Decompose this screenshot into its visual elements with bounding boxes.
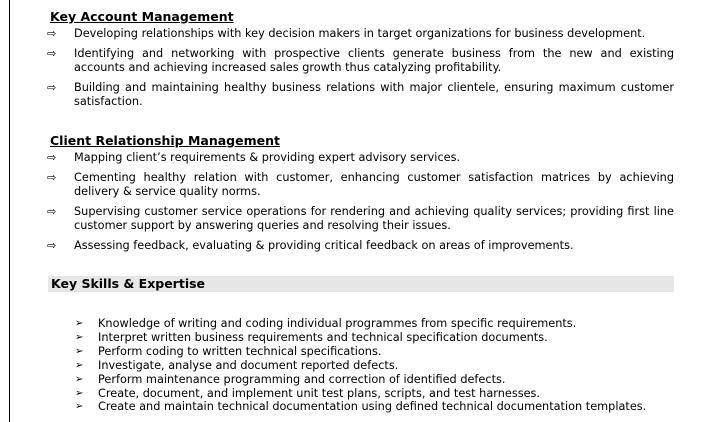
- client-relationship-list: [47, 151, 674, 253]
- open-arrow-icon: ⇨: [47, 46, 57, 60]
- list-item: [75, 331, 695, 345]
- list-item-text: Create, document, and implement unit test plans, scripts, and test harnesses.: [98, 386, 541, 400]
- list-item-text: Perform maintenance programming and correction of identified defects.: [98, 372, 506, 386]
- list-item: [75, 400, 695, 414]
- list-item-text: Supervising customer service operations for rendering and achieving quality services; providing first line customer support by answering queries and resolving their issues.: [74, 204, 674, 232]
- arrowhead-icon: ➢: [75, 359, 84, 371]
- arrowhead-icon: ➢: [75, 318, 84, 329]
- list-item-text: Create and maintain technical documentation using defined technical documentation templates.: [98, 400, 647, 414]
- client-relationship-section: [47, 133, 674, 258]
- list-item-text: Mapping client’s requirements & providing expert advisory services.: [74, 151, 461, 164]
- list-item: [47, 151, 674, 166]
- key-account-title: Key Account Management: [50, 9, 234, 24]
- list-item-text: Interpret written business requirements and technical specification documents.: [98, 330, 548, 344]
- key-skills-heading-bar: [48, 276, 674, 292]
- key-account-section: [47, 9, 674, 115]
- list-item-text: Knowledge of writing and coding individual programmes from specific requirements.: [98, 317, 577, 330]
- open-arrow-icon: ⇨: [47, 238, 57, 252]
- list-item: [47, 238, 674, 254]
- list-item-text: Investigate, analyse and document reported defects.: [98, 358, 399, 372]
- open-arrow-icon: ⇨: [47, 170, 57, 184]
- key-account-list: [47, 27, 674, 110]
- open-arrow-icon: ⇨: [47, 204, 57, 218]
- list-item: [75, 317, 695, 331]
- list-item-text: Perform coding to written technical specifications.: [98, 344, 382, 358]
- list-item-text: Developing relationships with key decision makers in target organizations for business development.: [74, 27, 646, 40]
- arrowhead-icon: ➢: [75, 331, 84, 343]
- key-skills-heading: Key Skills & Expertise: [51, 276, 206, 291]
- list-item: [47, 170, 674, 200]
- open-arrow-icon: ⇨: [47, 27, 57, 40]
- client-relationship-title: Client Relationship Management: [50, 133, 280, 148]
- list-item-text: Assessing feedback, evaluating & providing critical feedback on areas of improvements.: [74, 238, 574, 252]
- list-item-text: Identifying and networking with prospective clients generate business from the new and existing accounts and achieving increased sales growth thus catalyzing profitability.: [74, 46, 674, 74]
- list-item-text: Building and maintaining healthy business relations with major clientele, ensuring maximum customer satisfaction.: [74, 80, 674, 108]
- list-item: [75, 359, 695, 373]
- list-item: [47, 27, 674, 42]
- list-item: [47, 80, 674, 110]
- page-left-border: [9, 0, 10, 422]
- list-item: [75, 387, 695, 401]
- list-item: [75, 373, 695, 387]
- open-arrow-icon: ⇨: [47, 151, 57, 164]
- arrowhead-icon: ➢: [75, 345, 84, 357]
- list-item: [47, 46, 674, 76]
- list-item-text: Cementing healthy relation with customer, enhancing customer satisfaction matrices by achieving delivery & service quality norms.: [74, 170, 674, 198]
- arrowhead-icon: ➢: [75, 387, 84, 399]
- key-skills-list: [75, 317, 695, 414]
- arrowhead-icon: ➢: [75, 373, 84, 385]
- list-item: [47, 204, 674, 234]
- list-item: [75, 345, 695, 359]
- arrowhead-icon: ➢: [75, 401, 84, 413]
- open-arrow-icon: ⇨: [47, 80, 57, 94]
